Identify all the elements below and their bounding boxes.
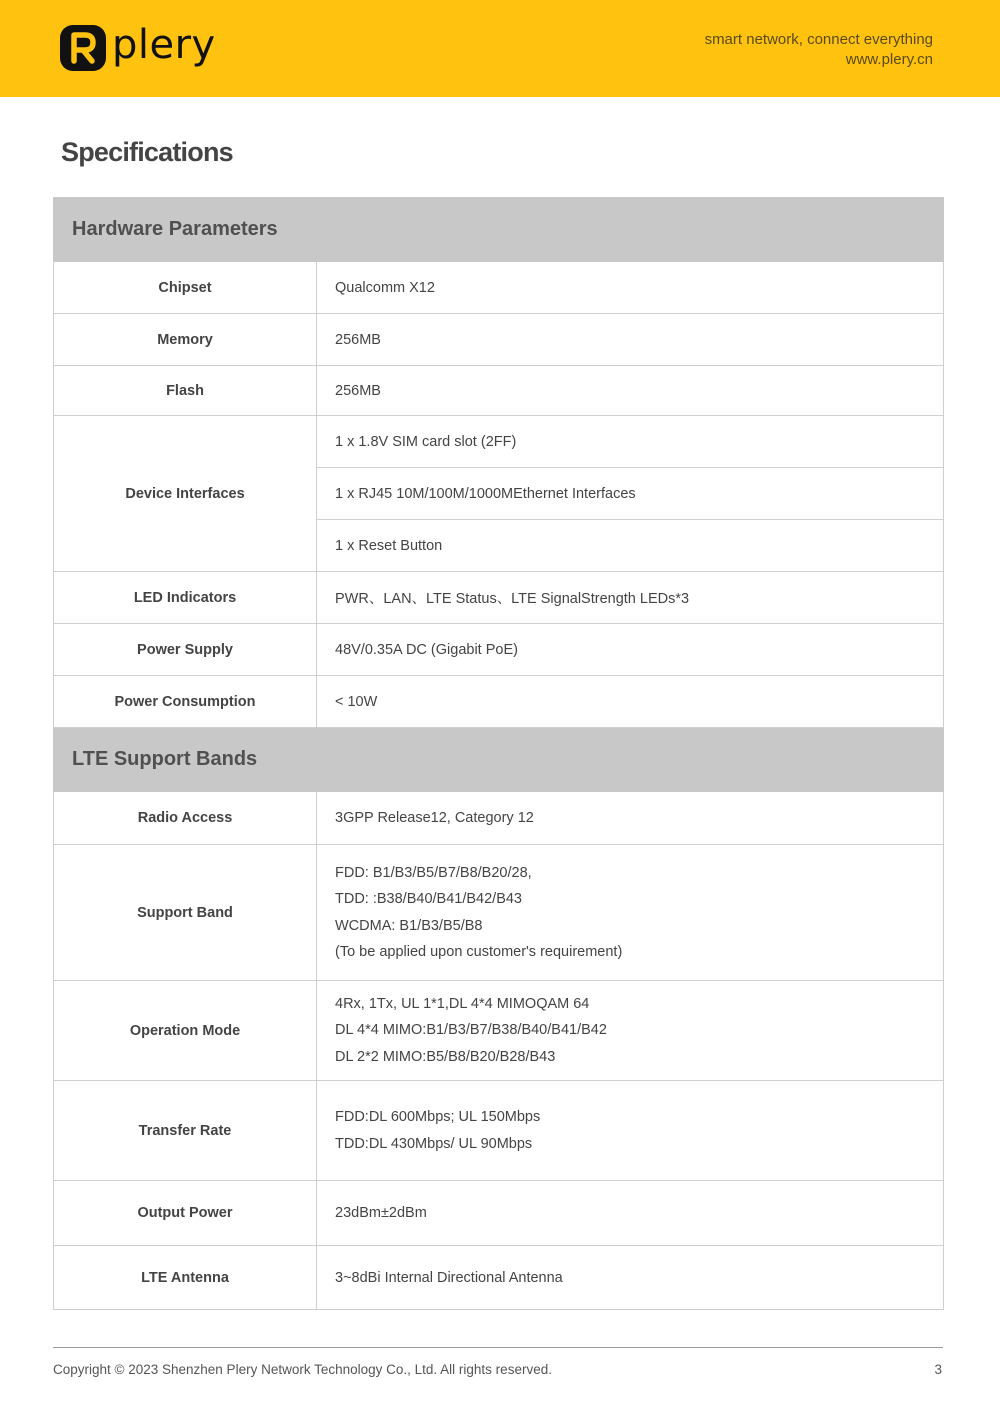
spec-value: 3~8dBi Internal Directional Antenna bbox=[317, 1246, 944, 1310]
value-line: DL 2*2 MIMO:B5/B8/B20/B28/B43 bbox=[335, 1048, 556, 1065]
spec-value bbox=[317, 981, 944, 1081]
spec-value: PWR、LAN、LTE Status、LTE SignalStrength LEDs*3 bbox=[317, 572, 944, 624]
spec-value: 3GPP Release12, Category 12 bbox=[317, 792, 944, 845]
spec-value: Qualcomm X12 bbox=[317, 262, 944, 314]
value-line: WCDMA: B1/B3/B5/B8 bbox=[335, 917, 483, 934]
spec-label: Transfer Rate bbox=[54, 1081, 317, 1181]
table-row bbox=[54, 624, 944, 676]
value-line: FDD:DL 600Mbps; UL 150Mbps bbox=[335, 1109, 541, 1125]
table-row bbox=[54, 845, 944, 981]
page-title: Specifications bbox=[61, 137, 233, 167]
spec-value: 256MB bbox=[317, 314, 944, 366]
tagline-text: smart network, connect everything bbox=[704, 31, 933, 48]
spec-label: LED Indicators bbox=[54, 572, 317, 624]
spec-label: Support Band bbox=[54, 845, 317, 981]
spec-label: Operation Mode bbox=[54, 981, 317, 1081]
value-line: 4Rx, 1Tx, UL 1*1,DL 4*4 MIMOQAM 64 bbox=[335, 995, 590, 1012]
value-line: TDD:DL 430Mbps/ UL 90Mbps bbox=[335, 1135, 533, 1152]
spec-label: Flash bbox=[54, 366, 317, 416]
plery-logo-icon bbox=[60, 25, 106, 71]
section-header-lte bbox=[54, 728, 944, 792]
value-line: TDD: :B38/B40/B41/B42/B43 bbox=[335, 891, 522, 907]
page-header bbox=[0, 0, 1000, 97]
spec-label: Power Consumption bbox=[54, 676, 317, 728]
spec-value: 1 x Reset Button bbox=[317, 520, 944, 572]
value-line: (To be applied upon customer's requirement) bbox=[335, 944, 623, 960]
spec-label: Memory bbox=[54, 314, 317, 366]
table-row bbox=[54, 981, 944, 1081]
spec-label: LTE Antenna bbox=[54, 1246, 317, 1310]
spec-label: Output Power bbox=[54, 1181, 317, 1246]
spec-value: 23dBm±2dBm bbox=[317, 1181, 944, 1246]
spec-value: 48V/0.35A DC (Gigabit PoE) bbox=[317, 624, 944, 676]
header-tagline bbox=[705, 30, 933, 70]
section-title: LTE Support Bands bbox=[54, 728, 944, 792]
table-row bbox=[54, 792, 944, 845]
spec-value: 1 x 1.8V SIM card slot (2FF) bbox=[317, 416, 944, 468]
section-title: Hardware Parameters bbox=[54, 198, 944, 262]
footer-divider bbox=[53, 1347, 943, 1348]
footer-copyright: Copyright © 2023 Shenzhen Plery Network Technology Co., Ltd. All rights reserved. bbox=[53, 1362, 552, 1377]
value-line: DL 4*4 MIMO:B1/B3/B7/B38/B40/B41/B42 bbox=[335, 1022, 607, 1039]
table-row bbox=[54, 676, 944, 728]
brand-logo bbox=[60, 23, 216, 73]
table-row bbox=[54, 262, 944, 314]
website-link[interactable]: www.plery.cn bbox=[845, 51, 933, 68]
value-line: FDD: B1/B3/B5/B7/B8/B20/28, bbox=[335, 864, 532, 881]
spec-value bbox=[317, 1081, 944, 1181]
spec-label: Radio Access bbox=[54, 792, 317, 845]
spec-value: 1 x RJ45 10M/100M/1000MEthernet Interfaces bbox=[317, 468, 944, 520]
page-number: 3 bbox=[934, 1362, 942, 1377]
spec-value bbox=[317, 845, 944, 981]
spec-value: < 10W bbox=[317, 676, 944, 728]
spec-label: Chipset bbox=[54, 262, 317, 314]
specifications-table bbox=[53, 197, 944, 1310]
section-header-hardware bbox=[54, 198, 944, 262]
table-row bbox=[54, 314, 944, 366]
table-row bbox=[54, 572, 944, 624]
brand-name: plery bbox=[112, 22, 216, 68]
table-row bbox=[54, 1181, 944, 1246]
table-row bbox=[54, 416, 944, 468]
spec-value: 256MB bbox=[317, 366, 944, 416]
table-row bbox=[54, 366, 944, 416]
table-row bbox=[54, 1081, 944, 1181]
table-row bbox=[54, 1246, 944, 1310]
spec-label: Power Supply bbox=[54, 624, 317, 676]
spec-label: Device Interfaces bbox=[54, 416, 317, 572]
